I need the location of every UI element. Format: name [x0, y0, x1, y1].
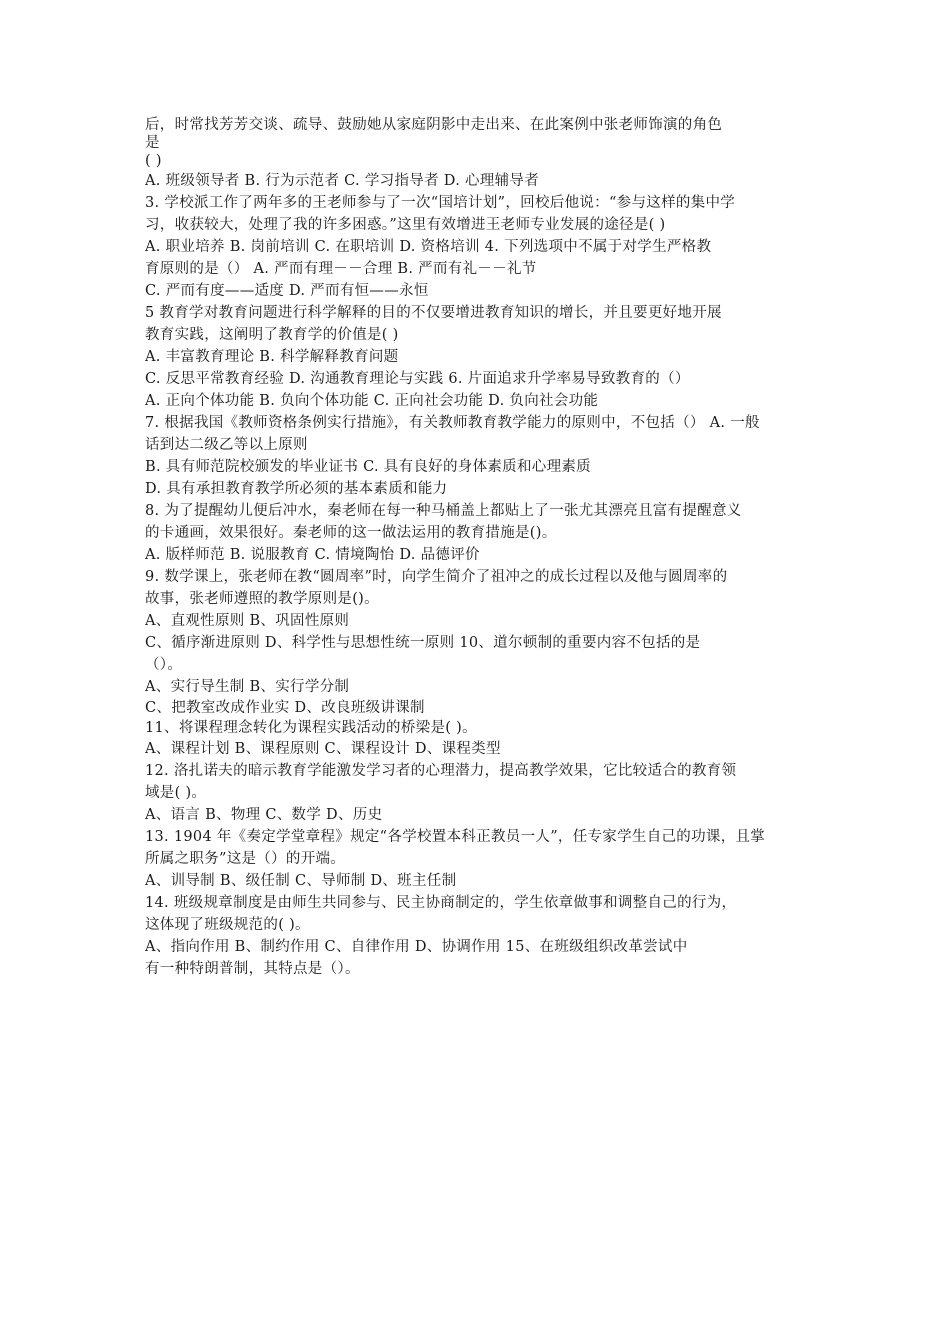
text-line: 13. 1904 年《奏定学堂章程》规定“各学校置本科正教员一人”，任专家学生自己的功课，且掌	[145, 829, 766, 845]
text-line: A、直观性原则 B、巩固性原则	[145, 613, 350, 629]
text-line: 5 教育学对教育问题进行科学解释的目的不仅要增进教育知识的增长，并且要更好地开展	[145, 305, 722, 321]
text-line: 育原则的是（） A. 严而有理－－合理 B. 严而有礼－－礼节	[145, 261, 537, 277]
text-line: 11、将课程理念转化为课程实践活动的桥梁是( )。	[145, 720, 477, 736]
text-line: 教育实践，这阐明了教育学的价值是( )	[145, 327, 399, 343]
text-line: 9. 数学课上，张老师在教“圆周率”时，向学生简介了祖冲之的成长过程以及他与圆周率的	[145, 569, 728, 585]
text-line: 所属之职务”这是（）的开端。	[145, 851, 346, 867]
text-line: 这体现了班级规范的( )。	[145, 917, 310, 933]
text-line: 故事，张老师遵照的教学原则是()。	[145, 591, 379, 607]
text-line: A、指向作用 B、制约作用 C、自律作用 D、协调作用 15、在班级组织改革尝试中	[145, 939, 688, 955]
text-line: （）。	[145, 657, 183, 673]
text-line: A. 版样师范 B. 说服教育 C. 情境陶怡 D. 品德评价	[145, 547, 480, 563]
text-line: C. 严而有度——适度 D. 严而有恒——永恒	[145, 283, 429, 299]
text-line: A、课程计划 B、课程原则 C、课程设计 D、课程类型	[145, 741, 501, 757]
text-line: ( )	[145, 153, 162, 169]
text-line: C. 反思平常教育经验 D. 沟通教育理论与实践 6. 片面追求升学率易导致教育的（）	[145, 371, 690, 387]
text-line: 习，收获较大，处理了我的许多困惑。”这里有效增进王老师专业发展的途径是( )	[145, 217, 666, 233]
text-line: 12. 洛扎诺夫的暗示教育学能激发学习者的心理潜力，提高教学效果，它比较适合的教育领	[145, 763, 737, 779]
text-line: 8. 为了提醒幼儿便后冲水，秦老师在每一种马桶盖上都贴上了一张尤其漂亮且富有提醒意义	[145, 503, 742, 519]
text-line: 的卡通画，效果很好。秦老师的这一做法运用的教育措施是()。	[145, 525, 557, 541]
text-line: C、把教室改成作业实 D、改良班级讲课制	[145, 700, 425, 716]
text-line: B. 具有师范院校颁发的毕业证书 C. 具有良好的身体素质和心理素质	[145, 459, 591, 475]
text-line: A. 丰富教育理论 B. 科学解释教育问题	[145, 349, 399, 365]
text-line: 后，时常找芳芳交谈、疏导、鼓励她从家庭阴影中走出来、在此案例中张老师饰演的角色	[145, 117, 723, 133]
text-line: A、语言 B、物理 C、数学 D、历史	[145, 807, 383, 823]
text-line: A、训导制 B、级任制 C、导师制 D、班主任制	[145, 873, 457, 889]
text-line: A. 职业培养 B. 岗前培训 C. 在职培训 D. 资格培训 4. 下列选项中不属于对学生严格教	[145, 239, 712, 255]
text-line: D. 具有承担教育教学所必须的基本素质和能力	[145, 481, 448, 497]
text-line: 域是( )。	[145, 785, 207, 801]
document-body	[145, 116, 810, 980]
text-line: 是	[145, 135, 160, 151]
text-line: A. 正向个体功能 B. 负向个体功能 C. 正向社会功能 D. 负向社会功能	[145, 393, 599, 409]
text-line: A. 班级领导者 B. 行为示范者 C. 学习指导者 D. 心理辅导者	[145, 173, 540, 189]
text-line: 有一种特朗普制，其特点是（）。	[145, 961, 360, 977]
text-line: 话到达二级乙等以上原则	[145, 437, 308, 453]
text-line: A、实行导生制 B、实行学分制	[145, 679, 350, 695]
text-line: 3. 学校派工作了两年多的王老师参与了一次“国培计划”，回校后他说：“参与这样的集中学	[145, 195, 736, 211]
text-line: 14. 班级规章制度是由师生共同参与、民主协商制定的，学生依章做事和调整自己的行为，	[145, 895, 737, 911]
text-line: C、循序渐进原则 D、科学性与思想性统一原则 10、道尔顿制的重要内容不包括的是	[145, 635, 701, 651]
text-line: 7. 根据我国《教师资格条例实行措施》，有关教师教育教学能力的原则中，不包括（） A. 一般	[145, 415, 760, 431]
